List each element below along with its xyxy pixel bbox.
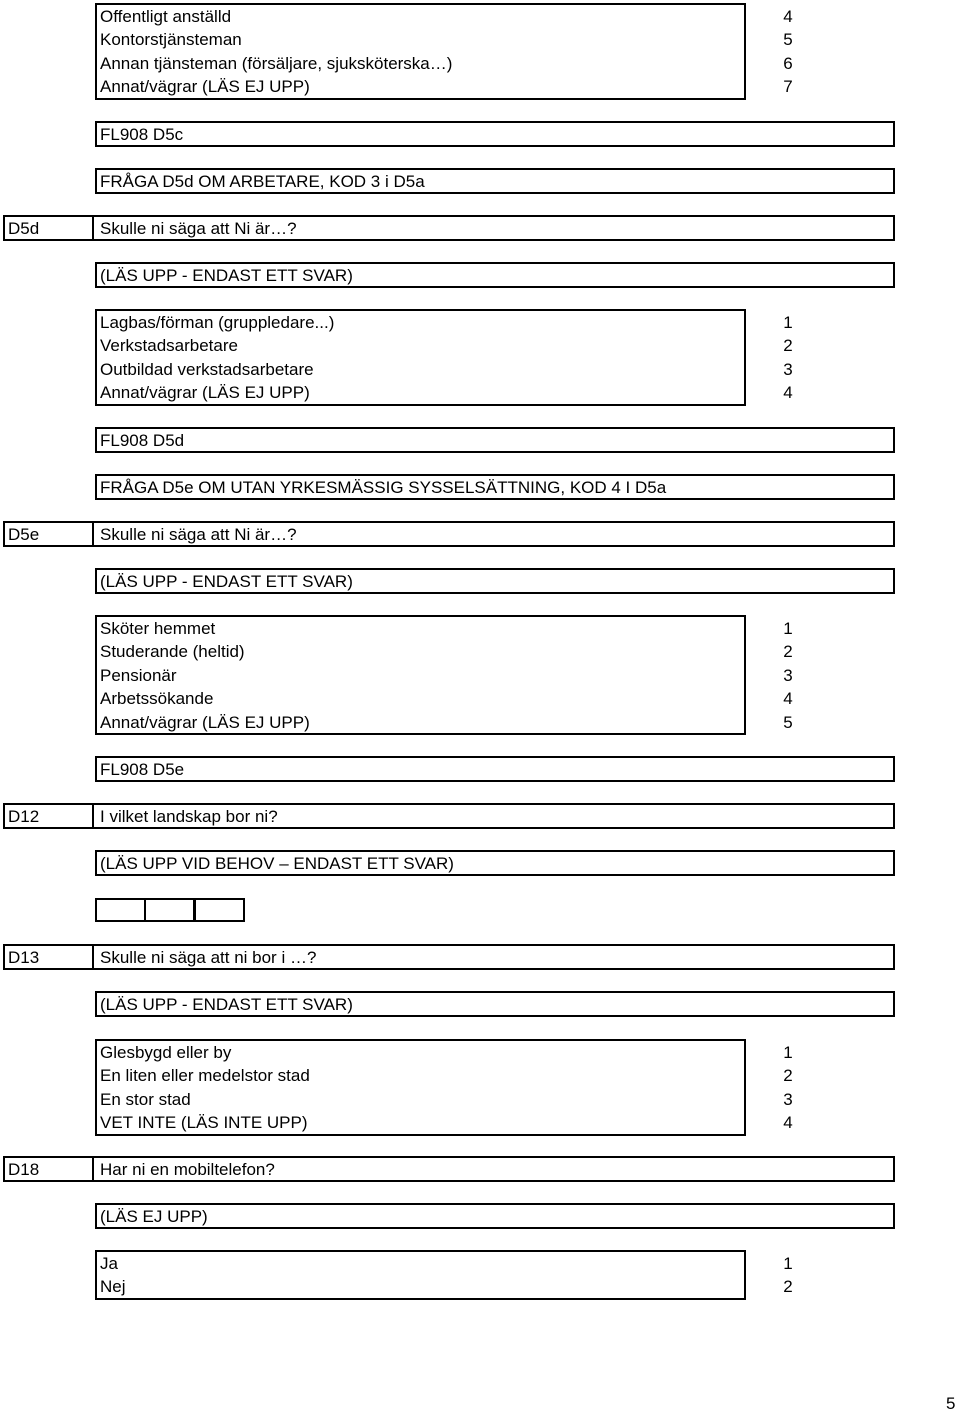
row-divider — [92, 803, 94, 829]
answer-option[interactable]: Annat/vägrar (LÄS EJ UPP) — [100, 712, 310, 732]
row-divider — [92, 215, 94, 241]
answer-option[interactable]: En stor stad — [100, 1089, 191, 1109]
answer-code: 2 — [783, 336, 793, 356]
question-id: D18 — [8, 1160, 40, 1179]
answer-codes — [776, 617, 800, 734]
instruction-text: FRÅGA D5e OM UTAN YRKESMÄSSIG SYSSELSÄTTNING, KOD 4 I D5a — [100, 478, 667, 497]
answer-code: 3 — [783, 1089, 793, 1109]
filter-box — [95, 121, 895, 147]
answer-option[interactable]: Annat/vägrar (LÄS EJ UPP) — [100, 383, 310, 403]
answer-options — [95, 615, 746, 735]
answer-option[interactable]: Annat/vägrar (LÄS EJ UPP) — [100, 77, 310, 97]
filter-label: FL908 D5c — [100, 125, 184, 144]
note-text: (LÄS UPP - ENDAST ETT SVAR) — [100, 572, 353, 591]
note-box — [95, 262, 895, 288]
answer-option[interactable]: Glesbygd eller by — [100, 1043, 232, 1062]
answer-option[interactable]: VET INTE (LÄS INTE UPP) — [100, 1113, 308, 1133]
answer-code: 2 — [783, 1277, 793, 1297]
row-divider — [92, 944, 94, 970]
answer-codes — [776, 311, 800, 405]
question-row — [3, 1156, 895, 1182]
answer-codes — [776, 1252, 800, 1299]
answer-code: 4 — [783, 7, 793, 26]
answer-code: 2 — [783, 1066, 793, 1086]
answer-code: 5 — [783, 712, 793, 732]
answer-code: 1 — [783, 313, 793, 332]
code-entry-cell[interactable] — [95, 898, 146, 922]
answer-code: 4 — [783, 383, 793, 403]
answer-code: 5 — [783, 30, 793, 50]
filter-box — [95, 756, 895, 782]
answer-code: 6 — [783, 53, 793, 73]
question-id: D12 — [8, 807, 40, 826]
note-box — [95, 1203, 895, 1229]
filter-box — [95, 427, 895, 453]
answer-option[interactable]: Annan tjänsteman (försäljare, sjuksköterska…) — [100, 53, 453, 73]
answer-options — [95, 3, 746, 100]
answer-options — [95, 1039, 746, 1136]
answer-option[interactable]: Sköter hemmet — [100, 619, 216, 638]
note-text: (LÄS EJ UPP) — [100, 1207, 208, 1226]
answer-code: 3 — [783, 359, 793, 379]
question-id: D5d — [8, 219, 40, 238]
answer-option[interactable]: Offentligt anställd — [100, 7, 232, 26]
question-row — [3, 215, 895, 241]
answer-code: 1 — [783, 1043, 793, 1062]
answer-code: 1 — [783, 1254, 793, 1273]
code-entry-cell[interactable] — [144, 898, 195, 922]
note-text: (LÄS UPP VID BEHOV – ENDAST ETT SVAR) — [100, 854, 454, 873]
answer-option[interactable]: En liten eller medelstor stad — [100, 1066, 310, 1086]
note-box — [95, 991, 895, 1017]
answer-codes — [776, 5, 800, 99]
question-row — [3, 803, 895, 829]
note-text: (LÄS UPP - ENDAST ETT SVAR) — [100, 995, 353, 1014]
answer-code: 2 — [783, 642, 793, 662]
answer-option[interactable]: Kontorstjänsteman — [100, 30, 242, 50]
answer-code: 1 — [783, 619, 793, 638]
page-number: 5 — [946, 1394, 956, 1413]
answer-option[interactable]: Nej — [100, 1277, 126, 1297]
answer-option[interactable]: Verkstadsarbetare — [100, 336, 238, 356]
instruction-box — [95, 474, 895, 500]
filter-label: FL908 D5e — [100, 760, 185, 779]
instruction-text: FRÅGA D5d OM ARBETARE, KOD 3 i D5a — [100, 172, 425, 191]
answer-code: 3 — [783, 665, 793, 685]
answer-options — [95, 1250, 746, 1300]
filter-label: FL908 D5d — [100, 431, 185, 450]
answer-option[interactable]: Arbetssökande — [100, 689, 214, 709]
answer-code: 4 — [783, 1113, 793, 1133]
answer-codes — [776, 1041, 800, 1135]
question-text: I vilket landskap bor ni? — [100, 807, 278, 826]
answer-option[interactable]: Lagbas/förman (gruppledare...) — [100, 313, 335, 332]
answer-options — [95, 309, 746, 406]
answer-option[interactable]: Ja — [100, 1254, 118, 1273]
note-box — [95, 568, 895, 594]
question-text: Skulle ni säga att Ni är…? — [100, 219, 297, 238]
answer-code: 4 — [783, 689, 793, 709]
note-text: (LÄS UPP - ENDAST ETT SVAR) — [100, 266, 353, 285]
question-row — [3, 944, 895, 970]
question-id: D5e — [8, 525, 40, 544]
answer-code: 7 — [783, 77, 793, 97]
note-box — [95, 850, 895, 876]
question-text: Skulle ni säga att Ni är…? — [100, 525, 297, 544]
row-divider — [92, 521, 94, 547]
answer-option[interactable]: Outbildad verkstadsarbetare — [100, 359, 314, 379]
question-text: Har ni en mobiltelefon? — [100, 1160, 275, 1179]
question-text: Skulle ni säga att ni bor i …? — [100, 948, 317, 967]
row-divider — [92, 1156, 94, 1182]
code-entry-cell[interactable] — [194, 898, 245, 922]
question-id: D13 — [8, 948, 40, 967]
answer-option[interactable]: Pensionär — [100, 665, 177, 685]
instruction-box — [95, 168, 895, 194]
question-row — [3, 521, 895, 547]
answer-option[interactable]: Studerande (heltid) — [100, 642, 245, 662]
